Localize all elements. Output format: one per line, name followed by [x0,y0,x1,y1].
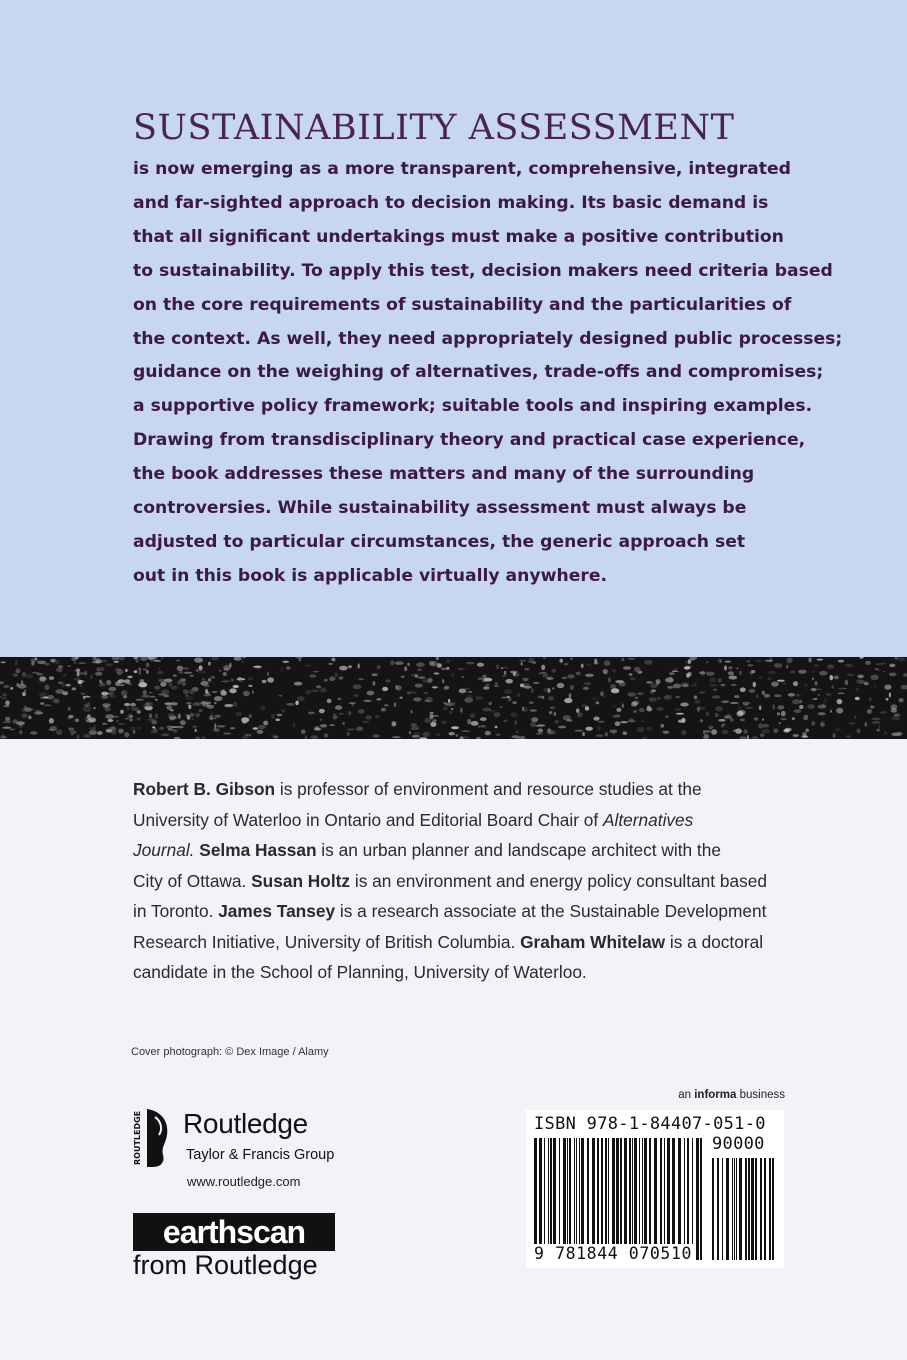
photo-credit: Cover photograph: © Dex Image / Alamy [131,1046,329,1058]
addon-barcode-bars [712,1158,776,1260]
author-bio-text: in Toronto. [133,901,219,921]
informa-prefix: an [678,1089,695,1101]
blurb-line: the book addresses these matters and many of the surrounding [133,464,755,485]
informa-suffix: business [736,1089,785,1101]
blurb-line: is now emerging as a more transparent, comprehensive, integrated [133,159,791,179]
isbn-number: ISBN 978-1-84407-051-0 [534,1114,766,1134]
routledge-emblem-icon [131,1107,171,1169]
journal-title: Journal. [133,840,195,860]
book-title-headline: SUSTAINABILITY ASSESSMENT [133,108,735,148]
crowd-photo-strip [0,657,907,739]
blurb-line: a supportive policy framework; suitable tools and inspiring examples. [133,396,813,417]
author-name: James Tansey [218,901,336,921]
ean-digits: 9 781844 070510 [534,1244,693,1263]
isbn-barcode [526,1110,784,1268]
blurb-line: out in this book is applicable virtually anywhere. [133,565,608,586]
author-bio-text: is a doctoral [665,931,764,952]
imprint-subtitle: from Routledge [133,1250,318,1280]
author-bio-text: candidate in the School of Planning, University of Waterloo. [133,962,587,982]
earthscan-logo: earthscan [133,1213,335,1251]
publisher-name: Routledge [183,1108,308,1139]
publisher-url: www.routledge.com [187,1174,301,1189]
author-name: Graham Whitelaw [520,931,666,952]
blurb-line: and far-sighted approach to decision making. Its basic demand is [133,192,769,213]
blurb-line: that all significant undertakings must make a positive contribution [133,226,784,247]
routledge-logo [131,1107,351,1177]
author-name: Selma Hassan [199,840,317,860]
ean-barcode-bars [534,1138,702,1260]
publisher-group: Taylor & Francis Group [186,1147,335,1163]
blurb-line: on the core requirements of sustainability and the particularities of [133,294,792,315]
author-name: Susan Holtz [251,870,351,891]
blurb-paragraph [133,153,843,594]
blurb-line: controversies. While sustainability assessment must always be [133,498,747,519]
author-bio-text: University of Waterloo in Ontario and Editorial Board Chair of [133,809,604,830]
author-bio-text: is an urban planner and landscape architect with the [316,840,721,860]
routledge-vertical-label: ROUTLEDGE [133,1110,142,1165]
blurb-line: guidance on the weighing of alternatives, trade-offs and compromises; [133,362,824,383]
crowd-photo-image [0,657,907,739]
author-name: Robert B. Gibson [133,779,276,799]
author-bio-text: is professor of environment and resource studies at the [275,779,702,799]
informa-brand: informa [694,1089,737,1101]
author-bios [133,774,833,988]
author-bio-text: Research Initiative, University of British Columbia. [133,931,521,952]
blurb-line: the context. As well, they need appropriately designed public processes; [133,328,843,349]
author-bio-text: City of Ottawa. [133,870,252,891]
blurb-line: to sustainability. To apply this test, decision makers need criteria based [133,260,833,281]
blurb-line: Drawing from transdisciplinary theory and practical case experience, [133,430,806,451]
price-code: 90000 [712,1134,765,1154]
blurb-line: adjusted to particular circumstances, the generic approach set [133,531,746,552]
author-bio-text: is an environment and energy policy consultant based [350,870,767,891]
journal-title: Alternatives [603,809,694,830]
informa-tagline [678,1089,785,1101]
author-bio-text: is a research associate at the Sustainable Development [335,901,767,921]
